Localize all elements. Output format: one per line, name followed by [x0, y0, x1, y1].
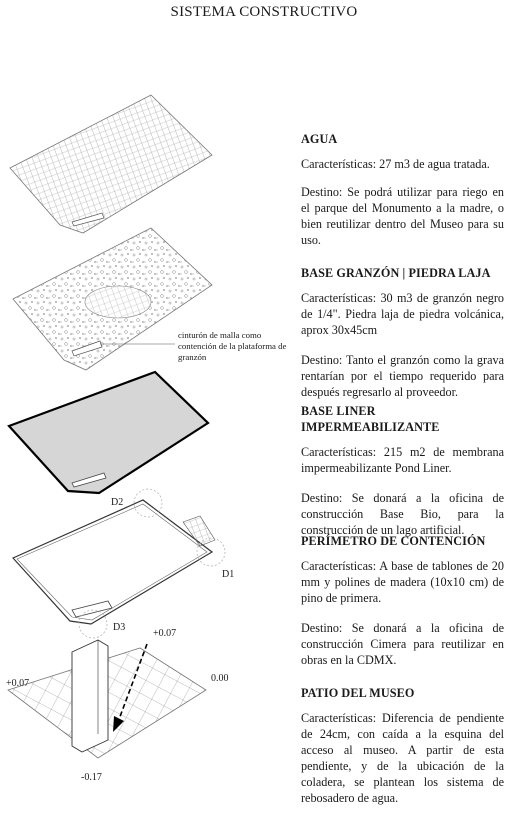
patio-layer — [8, 640, 206, 758]
section-base-liner — [301, 403, 504, 552]
mesh-belt-annotation: cinturón de malla como contención de la plataforma de granzón — [178, 330, 287, 362]
section-destination: Destino: Tanto el granzón como la grava rentarían por el tiempo requerido para después regresarlo al proveedor. — [301, 353, 504, 399]
level-label-top: +0.07 — [153, 628, 177, 639]
section-patio — [301, 685, 504, 820]
section-heading: AGUA — [301, 132, 338, 146]
level-label-left: +0.07 — [6, 678, 30, 689]
perimeter-layer — [13, 489, 225, 638]
section-heading: BASE LINER IMPERMEABILIZANTE — [301, 404, 440, 434]
section-destination: Destino: Se donará a la oficina de construcción Cimera para reutilizar en obras en la CDMX. — [301, 621, 504, 667]
section-perimetro — [301, 533, 504, 682]
level-label-bottom: -0.17 — [81, 772, 102, 783]
detail-label-d2: D2 — [111, 497, 124, 508]
detail-label-d3: D3 — [113, 622, 126, 633]
section-destination: Destino: Se podrá utilizar para riego en el parque del Monumento a la madre, o bien reutilizar dentro del Museo para su uso. — [301, 185, 504, 247]
water-layer — [10, 95, 212, 233]
section-characteristics: Características: A base de tablones de 20 mm y polines de madera (10x10 cm) de pino de primera. — [301, 559, 504, 605]
detail-label-d1: D1 — [222, 569, 235, 580]
section-heading: PATIO DEL MUSEO — [301, 686, 415, 700]
section-heading: PERÍMETRO DE CONTENCIÓN — [301, 534, 486, 548]
section-heading: BASE GRANZÓN | PIEDRA LAJA — [301, 266, 491, 280]
section-destination: Destino: Se donará a la oficina de construcción Base Bio, para la construcción de un lago artificial. — [301, 491, 504, 537]
section-agua — [301, 131, 504, 262]
section-base-granzon — [301, 265, 504, 414]
section-characteristics: Características: 30 m3 de granzón negro de 1/4". Piedra laja de piedra volcánica, aprox 30x45cm — [301, 291, 504, 337]
liner-layer — [9, 372, 208, 493]
level-label-right: 0.00 — [211, 673, 229, 684]
section-characteristics: Características: 27 m3 de agua tratada. — [301, 157, 490, 171]
section-characteristics: Características: Diferencia de pendiente de 24cm, con caída a la esquina del acceso al museo. A partir de esta pendiente, y de la ubicación de la coladera, se plantean los sistema de rebosadero de agua. — [301, 711, 504, 805]
page-title: SISTEMA CONSTRUCTIVO — [170, 4, 358, 20]
section-characteristics: Características: 215 m2 de membrana impermeabilizante Pond Liner. — [301, 445, 504, 475]
